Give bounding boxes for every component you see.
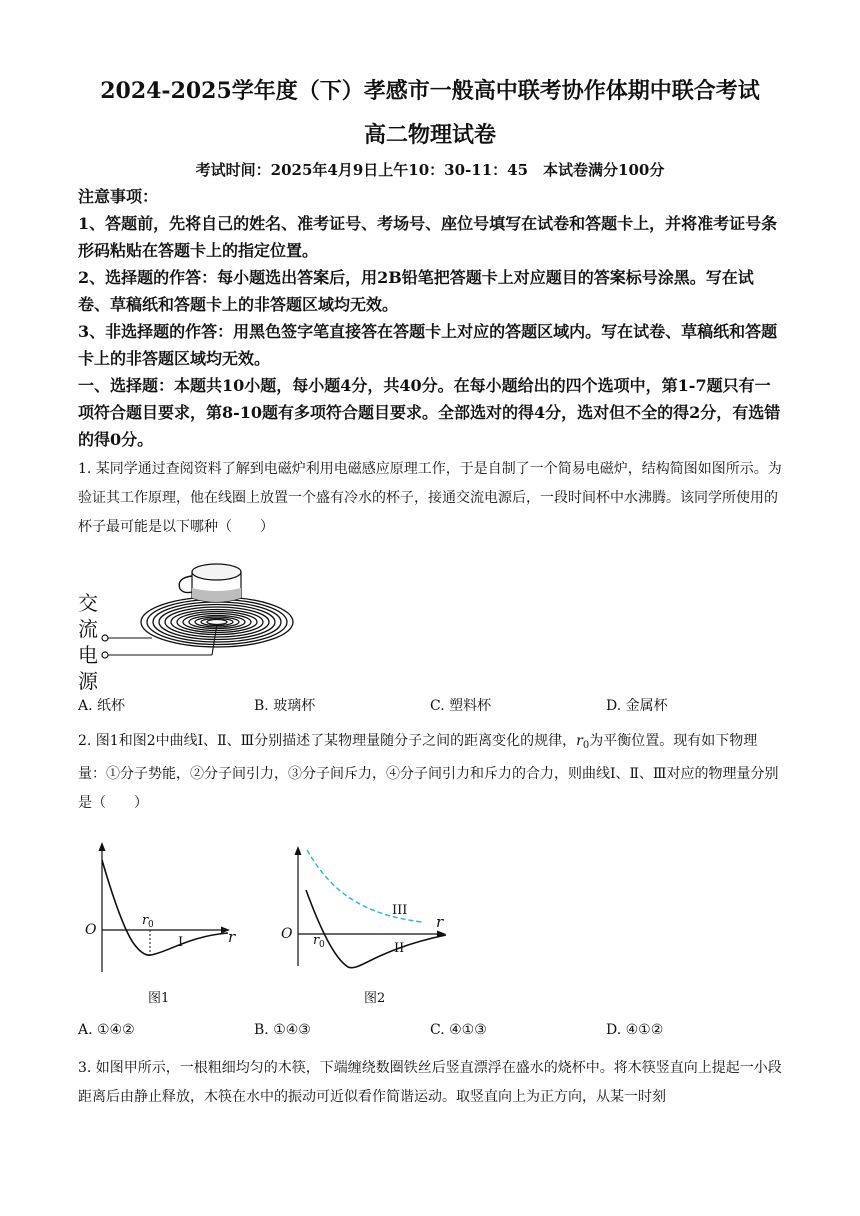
- question-2-option-c: C. ④①③: [430, 1022, 487, 1038]
- question-2-stem-part-b: 为平衡位置。现有如下物理量：①分子势能，②分子间引力，③分子间斥力，④分子间引力和斥力的合力，则曲线Ⅰ、Ⅱ、Ⅲ对应的物理量分别是（ ）: [78, 733, 779, 811]
- fig1-origin-label: O: [85, 922, 97, 938]
- question-1-option-a: A. 纸杯: [78, 698, 126, 714]
- fig1-r0-label: r: [142, 913, 149, 928]
- fig1-caption: 图1: [148, 991, 170, 1006]
- notes-heading: 注意事项：: [78, 187, 159, 206]
- question-3-stem: 3. 如图甲所示，一根粗细均匀的木筷，下端缠绕数圈铁丝后竖直漂浮在盛水的烧杯中。将木筷竖直向上提起一小段距离后由静止释放，木筷在水中的振动可近似看作简谐运动。取竖直向上为正方向，从某一时刻: [78, 1060, 782, 1105]
- note-item-3: 3、非选择题的作答：用黑色签字笔直接答在答题卡上对应的答题区域内。写在试卷、草稿纸和答题卡上的非答题区域均无效。: [78, 322, 778, 368]
- question-2-stem: [78, 727, 784, 818]
- fig2-curve-ii-label: II: [394, 941, 405, 956]
- fig2-curve-iii-label: III: [392, 903, 408, 918]
- section-intro: 一、选择题：本题共10小题，每小题4分，共40分。在每小题给出的四个选项中，第1-7题只有一项符合题目要求，第8-10题有多项符合题目要求。全部选对的得4分，选对但不全的得2分，有选错的得0分。: [78, 376, 781, 449]
- cup: [179, 564, 241, 602]
- question-2-r0-symbol: r: [576, 733, 583, 749]
- question-1-option-d: D. 金属杯: [606, 698, 668, 714]
- fig2-r0-subscript: 0: [319, 940, 325, 950]
- induction-coil: [141, 597, 293, 647]
- question-1-stem: 1. 某同学通过查阅资料了解到电磁炉利用电磁感应原理工作，于是自制了一个简易电磁炉，结构简图如图所示。为验证其工作原理，他在线圈上放置一个盛有冷水的杯子，接通交流电源后，一段时间杯中水沸腾。该同学所使用的杯子最可能是以下哪种（ ）: [78, 461, 782, 535]
- fig1-axis-label: r: [228, 928, 236, 946]
- note-item-1: 1、答题前，先将自己的姓名、准考证号、考场号、座位号填写在试卷和答题卡上，并将准考证号条形码粘贴在答题卡上的指定位置。: [78, 214, 778, 260]
- fig2-caption: 图2: [364, 991, 386, 1006]
- question-1-option-c: C. 塑料杯: [430, 698, 492, 714]
- question-2-option-b: B. ①④③: [254, 1022, 311, 1038]
- question-2-option-d: D. ④①②: [606, 1022, 664, 1038]
- question-2-options: [78, 1022, 784, 1044]
- question-1-option-b: B. 玻璃杯: [254, 698, 316, 714]
- fig2-axis-label: r: [436, 913, 444, 931]
- question-2-option-a: A. ①④②: [78, 1022, 135, 1038]
- fig2-r0-label: r: [313, 933, 320, 948]
- question-2-stem-part-a: 2. 图1和图2中曲线Ⅰ、Ⅱ、Ⅲ分别描述了某物理量随分子之间的距离变化的规律，: [78, 733, 577, 749]
- terminal-1: [102, 635, 108, 641]
- question-1-figure: [74, 544, 314, 692]
- source-label-char-3: 电: [78, 643, 98, 667]
- fig1-curve-i: [102, 860, 228, 955]
- source-label-char-4: 源: [78, 669, 98, 692]
- fig1-r0-subscript: 0: [148, 920, 154, 930]
- terminal-2: [102, 652, 108, 658]
- fig2-curve-ii: [306, 890, 446, 968]
- exam-title: 2024-2025学年度（下）孝感市一般高中联考协作体期中联合考试: [100, 78, 760, 104]
- fig2-origin-label: O: [281, 926, 293, 942]
- fig1-curve-label: I: [178, 935, 184, 950]
- exam-info: 考试时间：2025年4月9日上午10：30-11：45 本试卷满分100分: [195, 161, 665, 179]
- exam-subtitle: 高二物理试卷: [363, 122, 496, 148]
- source-label-char-2: 流: [78, 617, 98, 641]
- fig1-y-arrow: [99, 842, 106, 851]
- fig2-y-arrow: [295, 846, 302, 855]
- question-2-figure-1: [78, 838, 268, 1010]
- question-1-options: [78, 695, 784, 717]
- source-label-char-1: 交: [78, 591, 98, 615]
- question-2-figure-2: [276, 838, 466, 1010]
- note-item-2: 2、选择题的作答：每小题选出答案后，用2B铅笔把答题卡上对应题目的答案标号涂黑。写在试卷、草稿纸和答题卡上的非答题区域均无效。: [78, 268, 754, 314]
- question-2-r0-subscript: 0: [582, 740, 590, 751]
